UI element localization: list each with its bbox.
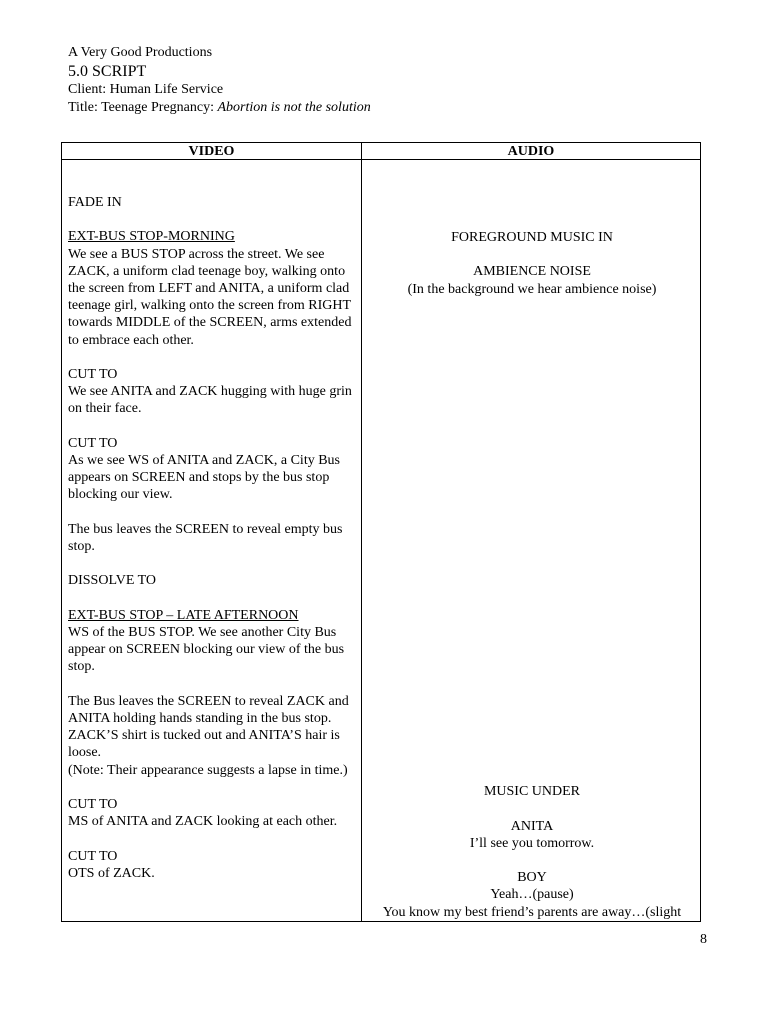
cut-4 [68,848,360,882]
company-name: A Very Good Productions [68,45,213,60]
cut-2-text: As we see WS of ANITA and ZACK, a City Bus appears on SCREEN and stops by the bus stop blocking our view. [68,453,340,503]
audio-music-under: MUSIC UNDER [483,784,581,799]
cut-4-text: OTS of ZACK. [68,865,155,881]
audio-anita-line: I’ll see you tomorrow. [469,836,595,851]
audio-column-header: AUDIO [507,144,555,159]
video-column-header: VIDEO [188,144,235,159]
title-italic: Abortion is not the solution [217,100,371,115]
scene-1-text: We see a BUS STOP across the street. We see ZACK, a uniform clad teenage boy, walking onto the screen from LEFT and ANITA, a uniform clad teenage girl, walking onto the screen from RIGHT towards MIDDLE of the SCREEN, arms extended to embrace each other. [68,246,352,348]
audio-music-in: FOREGROUND MUSIC IN [451,230,613,245]
audio-boy-line-1: Yeah…(pause) [490,887,574,902]
audio-boy-name: BOY [517,870,547,885]
cut-1-text: We see ANITA and ZACK hugging with huge grin on their face. [68,384,352,417]
column-divider [361,143,362,921]
header-divider [62,159,700,160]
document-header [68,44,371,117]
scene-2-heading: EXT-BUS STOP – LATE AFTERNOON [68,607,299,623]
dissolve-to: DISSOLVE TO [68,573,157,589]
cut-3-text: MS of ANITA and ZACK looking at each other. [68,814,338,830]
note: (Note: Their appearance suggests a lapse in time.) [68,762,348,778]
cut-1 [68,366,360,418]
title-prefix: Title: Teenage Pregnancy: [68,100,218,115]
cut-2 [68,435,360,504]
cut-2-label: CUT TO [68,435,118,451]
fade-in: FADE IN [68,195,122,210]
scene-1 [68,228,360,348]
audio-boy-line-2: You know my best friend’s parents are away…(slight [382,905,682,920]
document-title: 5.0 SCRIPT [68,63,147,80]
scene-2-text: WS of the BUS STOP. We see another City Bus appear on SCREEN blocking our view of the bus stop. [68,624,345,675]
cut-3 [68,796,360,830]
cut-4-label: CUT TO [68,848,118,864]
scene-1-heading: EXT-BUS STOP-MORNING [68,229,235,245]
bus-leaves-2: The Bus leaves the SCREEN to reveal ZACK and ANITA holding hands standing in the bus stop. ZACK’S shirt is tucked out and ANITA’S hair is loose. [68,693,349,761]
bus-leaves: The bus leaves the SCREEN to reveal empty bus stop. [68,521,343,554]
title-line [68,99,371,117]
audio-ambience-note: (In the background we hear ambience noise) [407,282,657,297]
cut-3-label: CUT TO [68,796,118,812]
client-line: Client: Human Life Service [68,82,224,97]
audio-anita-name: ANITA [510,819,554,834]
video-column [68,194,360,882]
page-number: 8 [700,932,707,947]
script-table [61,142,701,922]
cut-1-label: CUT TO [68,367,118,382]
audio-ambience: AMBIENCE NOISE [473,264,591,279]
scene-2 [68,607,360,676]
